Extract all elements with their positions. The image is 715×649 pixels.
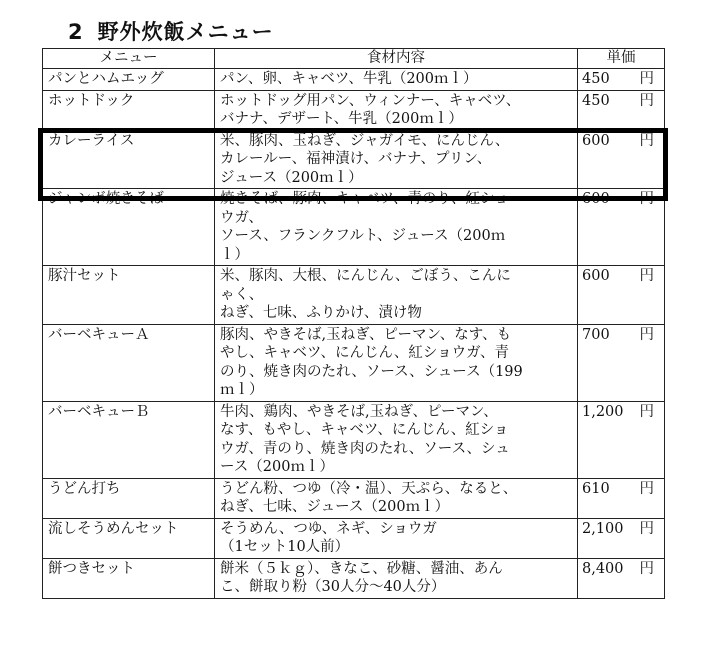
ingredients-cell <box>215 324 578 401</box>
header-ingredients: 食材内容 <box>215 49 578 69</box>
price-value: 610 <box>582 480 610 497</box>
price-unit: 円 <box>639 191 654 207</box>
price-cell <box>578 478 665 518</box>
ingredients-line: （1セット10人前） <box>220 539 350 555</box>
price-unit: 円 <box>639 92 654 109</box>
price-value: 700 <box>582 326 610 343</box>
price-value: 1,200 <box>582 403 624 420</box>
price-unit: 円 <box>639 403 654 420</box>
menu-name-cell: カレーライス <box>43 130 215 189</box>
ingredients-line: ｌ） <box>220 246 249 263</box>
ingredients-line: 米、豚肉、大根、にんじん、ごぼう、こんに <box>220 268 511 284</box>
ingredients-cell <box>215 558 578 598</box>
ingredients-line: のり、焼き肉のたれ、ソース、シュース（199 <box>220 363 523 380</box>
ingredients-line: バナナ、デザート、牛乳（200ｍｌ） <box>220 111 463 127</box>
table-row <box>43 558 665 598</box>
table-row <box>43 324 665 401</box>
ingredients-cell <box>215 478 578 518</box>
ingredients-line: ソース、フランクフルト、ジュース（200ｍ <box>220 228 506 244</box>
menu-name-cell: 流しそうめんセット <box>43 518 215 558</box>
price-value: 2,100 <box>582 520 624 537</box>
price-cell <box>578 324 665 401</box>
ingredients-cell <box>215 401 578 478</box>
table-row <box>43 401 665 478</box>
ingredients-line: 豚肉、やきそば,玉ねぎ、ピーマン、なす、も <box>220 326 512 343</box>
ingredients-line: やし、キャベツ、にんじん、紅ショウガ、青 <box>220 345 509 361</box>
section-title: 野外炊飯メニュー <box>97 20 274 44</box>
menu-name-cell: うどん打ち <box>43 478 215 518</box>
price-value: 600 <box>582 132 610 149</box>
price-value: 450 <box>582 92 610 109</box>
ingredients-line: 餅米（５ｋｇ）、きなこ、砂糖、醤油、あん <box>220 560 503 577</box>
ingredients-line: ース（200ｍｌ） <box>220 459 334 475</box>
table-header-row <box>43 49 665 69</box>
menu-name-cell: バーベキューＡ <box>43 324 215 401</box>
price-unit: 円 <box>639 268 654 284</box>
ingredients-line: そうめん、つゆ、ネギ、ショウガ <box>220 520 437 537</box>
price-unit: 円 <box>639 71 654 87</box>
price-unit: 円 <box>639 132 654 149</box>
ingredients-line: うどん粉、つゆ（冷・温）、天ぷら、なると、 <box>220 480 518 497</box>
menu-name-cell: ホットドック <box>43 90 215 130</box>
price-value: 8,400 <box>582 560 624 577</box>
ingredients-line: ねぎ、七味、ふりかけ、漬け物 <box>220 305 422 321</box>
ingredients-cell <box>215 69 578 91</box>
price-cell <box>578 518 665 558</box>
page-title <box>68 16 274 46</box>
ingredients-line: 焼きそば、豚肉、キャベツ、青のり、紅ショ <box>220 191 509 207</box>
price-cell <box>578 266 665 325</box>
price-value: 600 <box>582 191 610 207</box>
ingredients-line: ウガ、 <box>220 209 263 226</box>
menu-name-cell: ジャンボ焼きそば <box>43 189 215 266</box>
menu-name-cell: 餅つきセット <box>43 558 215 598</box>
price-unit: 円 <box>639 326 654 343</box>
price-cell <box>578 69 665 91</box>
ingredients-line: ジュース（200ｍｌ） <box>220 169 363 186</box>
price-unit: 円 <box>639 560 654 577</box>
ingredients-line: ｍｌ） <box>220 382 264 398</box>
table-row <box>43 266 665 325</box>
price-cell <box>578 90 665 130</box>
header-menu: メニュー <box>43 49 215 69</box>
price-unit: 円 <box>639 480 654 497</box>
menu-name-cell: パンとハムエッグ <box>43 69 215 91</box>
price-cell <box>578 558 665 598</box>
table-row <box>43 90 665 130</box>
ingredients-line: 米、豚肉、玉ねぎ、ジャガイモ、にんじん、 <box>220 132 510 149</box>
ingredients-line: パン、卵、キャベツ、牛乳（200ｍｌ） <box>220 71 478 87</box>
price-value: 450 <box>582 71 610 87</box>
table-row <box>43 518 665 558</box>
ingredients-line: ねぎ、七味、ジュース（200ｍｌ） <box>220 499 450 515</box>
price-cell <box>578 401 665 478</box>
menu-name-cell: バーベキューＢ <box>43 401 215 478</box>
highlight-box <box>38 128 668 201</box>
ingredients-line: ウガ、青のり、焼き肉のたれ、ソース、シュ <box>220 440 510 457</box>
table-row <box>43 69 665 91</box>
ingredients-line: ホットドッグ用パン、ウィンナー、キャベツ、 <box>220 92 521 109</box>
ingredients-line: ゃく、 <box>220 286 264 303</box>
ingredients-cell <box>215 266 578 325</box>
table-row <box>43 478 665 518</box>
header-price: 単価 <box>578 49 665 69</box>
price-value: 600 <box>582 268 610 284</box>
price-unit: 円 <box>639 520 654 537</box>
section-number: 2 <box>68 20 84 44</box>
ingredients-line: こ、餅取り粉（30人分～40人分） <box>220 579 446 595</box>
ingredients-line: 牛肉、鶏肉、やきそば,玉ねぎ、ピーマン、 <box>220 403 498 420</box>
ingredients-line: なす、もやし、キャベツ、にんじん、紅ショ <box>220 422 509 438</box>
ingredients-line: カレールー、福神漬け、バナナ、プリン、 <box>220 151 492 167</box>
ingredients-cell <box>215 90 578 130</box>
ingredients-cell <box>215 518 578 558</box>
menu-name-cell: 豚汁セット <box>43 266 215 325</box>
